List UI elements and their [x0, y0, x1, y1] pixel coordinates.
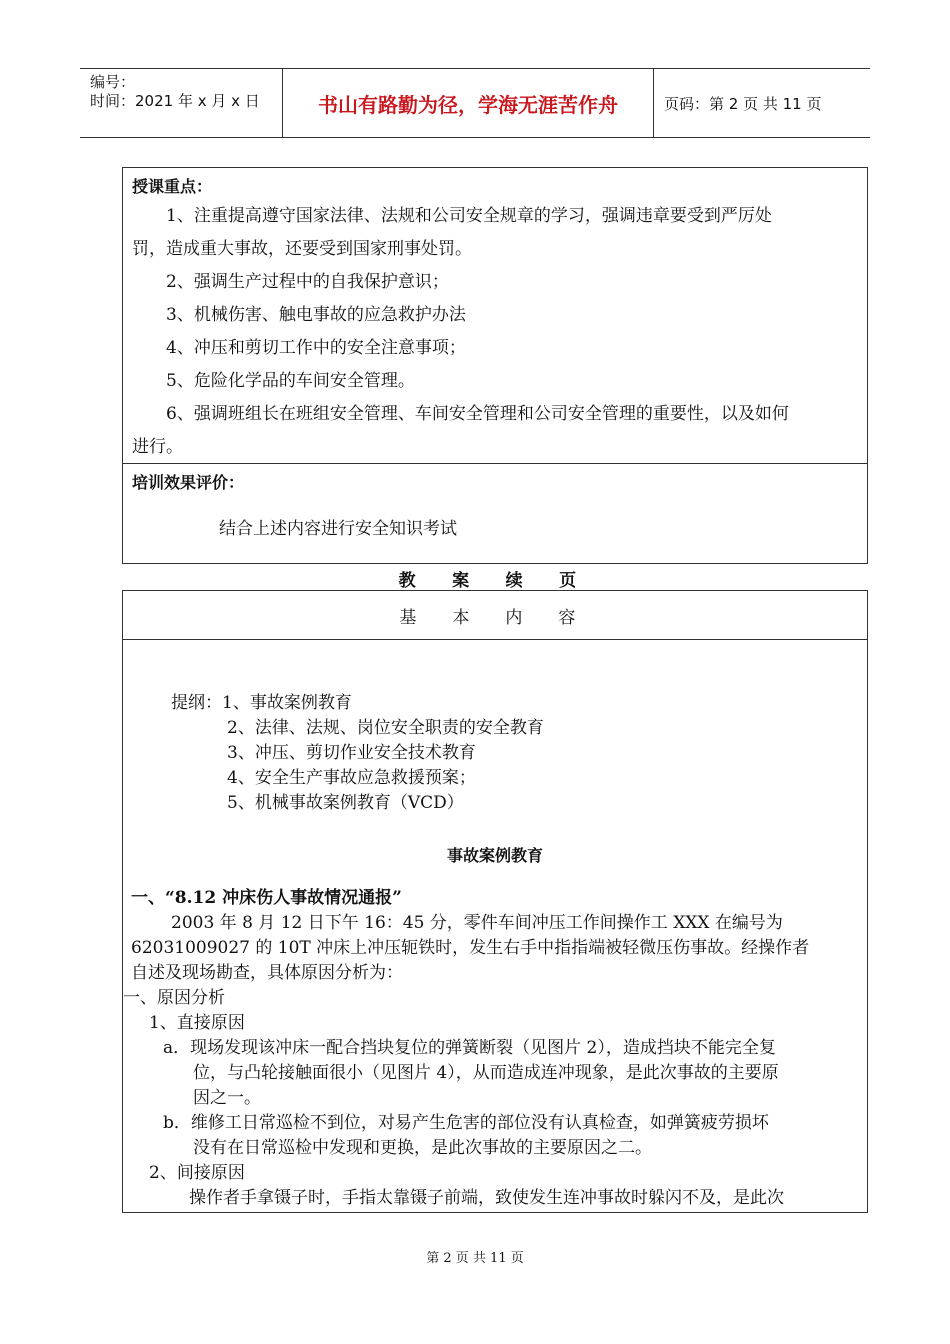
- key-point-6: 6、强调班组长在班组安全管理、车间安全管理和公司安全管理的重要性，以及如何: [166, 404, 789, 424]
- evaluation-text: 结合上述内容进行安全知识考试: [219, 519, 457, 539]
- outline-list: [171, 691, 544, 816]
- case-line: 位，与凸轮接触面很小（见图片 4），从而造成连冲现象，是此次事故的主要原: [193, 1063, 779, 1083]
- key-point-1-cont: 罚，造成重大事故，还要受到国家刑事处罚。: [132, 239, 472, 259]
- basic-content-box: [122, 590, 868, 1213]
- case-line: 62031009027 的 10T 冲床上冲压轭铁时，发生右手中指指端被轻微压伤事故。经操作者: [131, 938, 810, 958]
- header-page-info: 页码：第 2 页 共 11 页: [664, 94, 822, 113]
- case-line: 一、原因分析: [123, 988, 225, 1008]
- case-line: 因之一。: [193, 1088, 261, 1108]
- basic-content-title: 基 本 内 容: [123, 591, 867, 640]
- case-line: 操作者手拿镊子时，手指太靠镊子前端，致使发生连冲事故时躲闪不及，是此次: [189, 1188, 784, 1208]
- evaluation-box: [122, 464, 868, 564]
- outline-item: 提纲：1、事故案例教育: [171, 693, 352, 713]
- case-line: b．维修工日常巡检不到位，对易产生危害的部位没有认真检查，如弹簧疲劳损坏: [163, 1113, 769, 1133]
- case-line: 1、直接原因: [149, 1013, 245, 1033]
- key-point-2: 2、强调生产过程中的自我保护意识；: [166, 272, 449, 292]
- case-line: 2003 年 8 月 12 日下午 16：45 分，零件车间冲压工作间操作工 XXX 在编号为: [171, 913, 783, 933]
- case-line: a．现场发现该冲床一配合挡块复位的弹簧断裂（见图片 2），造成挡块不能完全复: [163, 1038, 776, 1058]
- header-meta: [80, 69, 283, 137]
- key-point-3: 3、机械伤害、触电事故的应急救护办法: [166, 305, 466, 325]
- key-point-5: 5、危险化学品的车间安全管理。: [166, 371, 415, 391]
- time-label: 时间：2021 年 x 月 x 日: [90, 92, 260, 110]
- key-point-6-cont: 进行。: [132, 437, 183, 457]
- page-header: [80, 68, 870, 138]
- key-point-4: 4、冲压和剪切工作中的安全注意事项；: [166, 338, 466, 358]
- key-point-1: 1、注重提高遵守国家法律、法规和公司安全规章的学习，强调违章要受到严厉处: [166, 206, 772, 226]
- section-title: 事故案例教育: [446, 846, 543, 865]
- outline-item: 4、安全生产事故应急救援预案；: [227, 768, 476, 788]
- key-points-title: 授课重点：: [132, 177, 213, 196]
- code-label: 编号：: [90, 73, 136, 91]
- case-body: [123, 886, 869, 1211]
- outline-item: 3、冲压、剪切作业安全技术教育: [227, 743, 476, 763]
- case-line: 2、间接原因: [149, 1163, 245, 1183]
- header-motto: 书山有路勤为径，学海无涯苦作舟: [283, 69, 654, 137]
- page-footer: 第 2 页 共 11 页: [426, 1251, 524, 1266]
- case-line: 自述及现场勘查，具体原因分析为：: [131, 963, 403, 983]
- key-points-box: [122, 167, 868, 464]
- outline-item: 5、机械事故案例教育（VCD）: [227, 793, 464, 813]
- outline-item: 2、法律、法规、岗位安全职责的安全教育: [227, 718, 544, 738]
- case-heading: 一、“8.12 冲床伤人事故情况通报”: [131, 888, 402, 908]
- case-line: 没有在日常巡检中发现和更换，是此次事故的主要原因之二。: [193, 1138, 652, 1158]
- continuation-title: 教 案 续 页: [398, 571, 592, 591]
- evaluation-title: 培训效果评价：: [132, 473, 245, 492]
